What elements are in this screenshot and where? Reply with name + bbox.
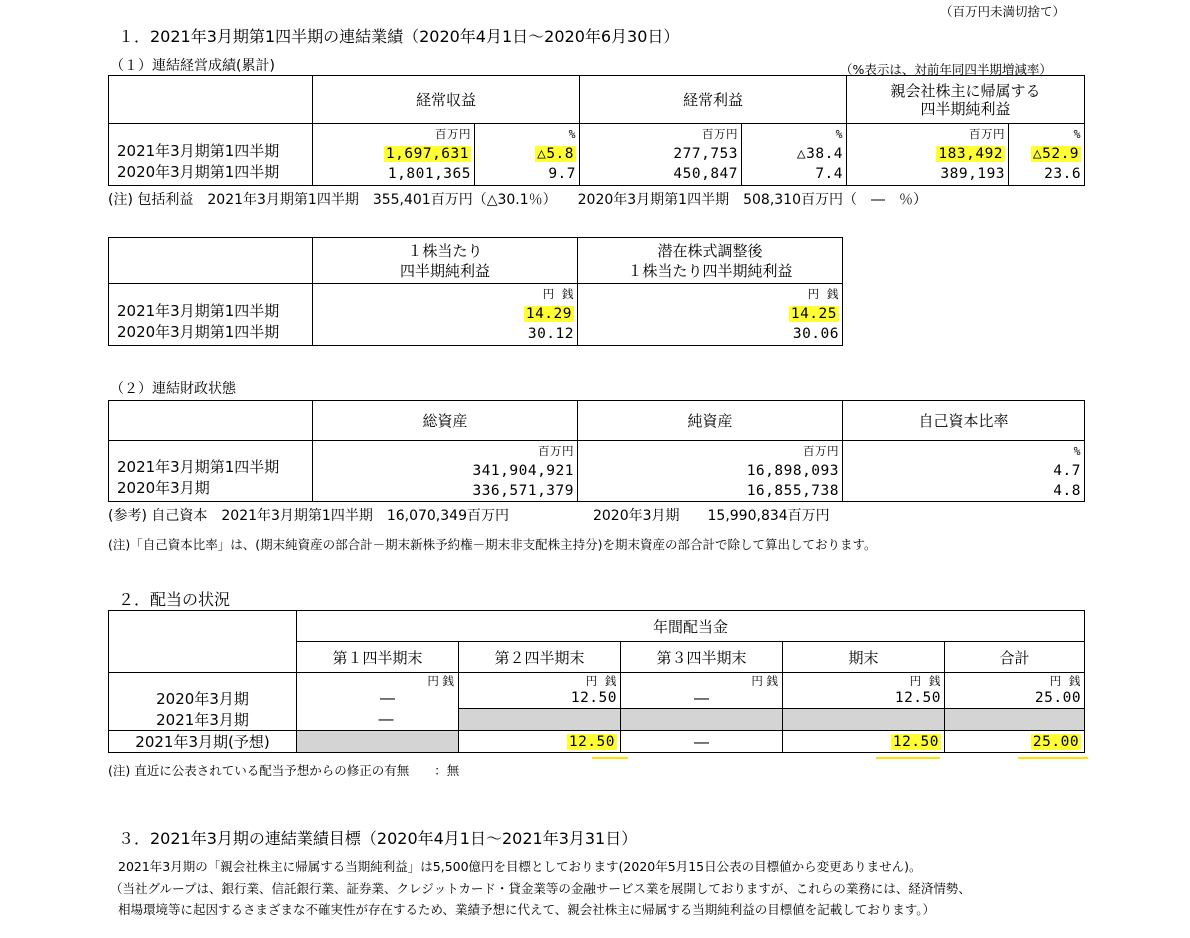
- row-labels: [109, 124, 313, 186]
- ordinary-2021q1: 277,753: [673, 146, 739, 162]
- eps-2020q1: 30.12: [527, 326, 574, 342]
- header-revenue: 経常収益: [313, 76, 580, 124]
- equity-ratio-2021q1: 4.7: [1053, 463, 1081, 479]
- header-equity-ratio: 自己資本比率: [843, 401, 1085, 441]
- header-net-income: [847, 76, 1085, 124]
- ordinary-cells: [580, 124, 742, 186]
- unit-yen-sen: 円 銭: [585, 674, 617, 688]
- diluted-eps-header: [578, 238, 843, 284]
- diluted-eps-cells: [578, 284, 843, 346]
- unit-pct: %: [1073, 444, 1081, 458]
- div-header-blank-2: [109, 642, 297, 673]
- div-forecast-q1: [297, 731, 459, 753]
- total-assets-cells: [313, 441, 578, 502]
- div-2020-total-cell: [945, 673, 1085, 709]
- unit-pct: %: [1073, 127, 1082, 141]
- div-forecast-fy: 12.50: [892, 733, 939, 750]
- section1-title: １．2021年3月期第1四半期の連結業績（2020年4月1日～2020年6月30日）: [118, 27, 680, 46]
- unit-mil: 百万円: [435, 127, 471, 141]
- revenue-pct-cells: [475, 124, 580, 186]
- ordinary-pct-cells: [742, 124, 847, 186]
- div-2020-q1-cell: [297, 673, 459, 709]
- fin-row-labels: [109, 441, 313, 502]
- dividend-note: (注) 直近に公表されている配当予想からの修正の有無 ：無: [108, 763, 460, 778]
- subsection2-title: （２）連結財政状態: [110, 381, 236, 397]
- header-blank: [109, 76, 313, 124]
- diluted-eps-header-line1: 潜在株式調整後: [657, 241, 763, 260]
- unit-mil: 百万円: [803, 444, 839, 458]
- revenue-cells: [313, 124, 475, 186]
- eps-table: [108, 237, 843, 346]
- revenue-pct-2021q1: △5.8: [537, 146, 575, 162]
- header-q3-end: 第３四半期末: [621, 642, 783, 673]
- ordinary-pct-2021q1: △38.4: [796, 146, 844, 162]
- header-fy-end: 期末: [783, 642, 945, 673]
- div-forecast-q3: ―: [621, 731, 783, 753]
- section3-title: ３．2021年3月期の連結業績目標（2020年4月1日～2021年3月31日）: [118, 829, 638, 848]
- net-2021q1: 183,492: [938, 146, 1004, 162]
- highlight-underline: [1018, 757, 1088, 759]
- dividend-table: [108, 610, 1085, 753]
- net-pct-2021q1: △52.9: [1032, 146, 1080, 162]
- div-2020-q3-cell: [621, 673, 783, 709]
- net-pct-cells: [1009, 124, 1085, 186]
- target-line2: （当社グループは、銀行業、信託銀行業、証券業、クレジットカード・貸金業等の金融サービス業を展開しておりますが、これらの業務には、経済情勢、: [110, 881, 971, 896]
- row-label-2021q1: 2021年3月期第1四半期: [117, 142, 280, 160]
- unit-pct: %: [835, 127, 844, 141]
- div-2021-q3: [621, 709, 783, 731]
- eps-2021q1: 14.29: [525, 306, 572, 322]
- ordinary-2020q1: 450,847: [673, 166, 739, 182]
- unit-yen-sen: 円 銭: [807, 287, 839, 301]
- equity-ratio-2020: 4.8: [1053, 483, 1081, 499]
- performance-table: [108, 75, 1085, 186]
- div-2020-fy-cell: [783, 673, 945, 709]
- header-net-assets: 純資産: [578, 401, 843, 441]
- total-assets-2020: 336,571,379: [472, 483, 574, 499]
- header-ordinary-profit: 経常利益: [580, 76, 847, 124]
- comprehensive-income-note: (注) 包括利益 2021年3月期第1四半期 355,401百万円（△30.1％） 2020年3月期第1四半期 508,310百万円（ ― ％）: [108, 192, 927, 208]
- net-cells: [847, 124, 1009, 186]
- revenue-pct-2020q1: 9.7: [548, 166, 577, 182]
- subsection1-title: （１）連結経営成績(累計): [110, 58, 275, 74]
- header-net-income-line1: 親会社株主に帰属する: [890, 81, 1041, 100]
- div-2020-total: 25.00: [1034, 690, 1082, 706]
- total-assets-2021q1: 341,904,921: [472, 463, 574, 479]
- eps-header: [313, 238, 578, 284]
- revenue-2020q1: 1,801,365: [387, 166, 471, 182]
- eps-header-line2: 四半期純利益: [399, 261, 490, 280]
- div-2020-q2: 12.50: [570, 690, 617, 706]
- highlight-underline: [592, 757, 628, 759]
- target-line1: 2021年3月期の「親会社株主に帰属する当期純利益」は5,500億円を目標としております(2020年5月15日公表の目標値から変更ありません)。: [118, 859, 922, 874]
- eps-header-blank: [109, 238, 313, 284]
- net-assets-2021q1: 16,898,093: [746, 463, 839, 479]
- unit-pct: %: [568, 127, 577, 141]
- highlight-underline: [876, 757, 940, 759]
- net-assets-cells: [578, 441, 843, 502]
- div-2020-q3: ―: [694, 689, 709, 707]
- div-forecast-total: 25.00: [1032, 733, 1080, 750]
- div-row-label-2021: 2021年3月期: [109, 709, 297, 731]
- div-row-label-2021-forecast: 2021年3月期(予想): [109, 731, 297, 753]
- div-2021-q2: [459, 709, 621, 731]
- row-label-2020q1: 2020年3月期第1四半期: [117, 163, 280, 181]
- header-q2-end: 第２四半期末: [459, 642, 621, 673]
- unit-yen-sen: 円 銭: [427, 674, 454, 688]
- eps-row-label-2020q1: 2020年3月期第1四半期: [117, 323, 280, 341]
- revenue-2021q1: 1,697,631: [385, 146, 469, 162]
- div-row-label-2020: 2020年3月期: [109, 673, 297, 709]
- unit-yen-sen: 円 銭: [751, 674, 778, 688]
- unit-mil: 百万円: [702, 127, 739, 141]
- net-2020q1: 389,193: [940, 166, 1006, 182]
- div-2021-q1: ―: [297, 709, 459, 731]
- financial-position-table: [108, 400, 1085, 502]
- fin-row-label-2021q1: 2021年3月期第1四半期: [117, 458, 280, 476]
- equity-ratio-cells: [843, 441, 1085, 502]
- section2-title: ２．配当の状況: [118, 590, 231, 609]
- diluted-eps-2021q1: 14.25: [790, 306, 837, 322]
- header-net-income-line2: 四半期純利益: [920, 99, 1011, 118]
- unit-mil: 百万円: [538, 444, 574, 458]
- fin-header-blank: [109, 401, 313, 441]
- fin-row-label-2020: 2020年3月期: [117, 479, 210, 497]
- div-2020-fy: 12.50: [894, 690, 941, 706]
- div-2020-q2-cell: [459, 673, 621, 709]
- net-assets-2020: 16,855,738: [746, 483, 839, 499]
- div-forecast-q2: 12.50: [568, 733, 615, 750]
- equity-ratio-note: (注)「自己資本比率」は、(期末純資産の部合計－期末新株予約権－期末非支配株主持分)を期末資産の部合計で除して算出しております。: [108, 537, 877, 552]
- unit-note: （百万円未満切捨て）: [940, 4, 1066, 19]
- div-header-blank: [109, 611, 297, 642]
- diluted-eps-2020q1: 30.06: [792, 326, 839, 342]
- unit-yen-sen: 円 銭: [909, 674, 941, 688]
- div-2021-fy: [783, 709, 945, 731]
- div-2021-total: [945, 709, 1085, 731]
- header-total: 合計: [945, 642, 1085, 673]
- eps-cells: [313, 284, 578, 346]
- unit-yen-sen: 円 銭: [1049, 674, 1082, 688]
- diluted-eps-header-line2: １株当たり四半期純利益: [627, 261, 793, 280]
- pct-note: （%表示は、対前年同四半期増減率）: [840, 62, 1052, 77]
- annual-dividend-header: 年間配当金: [297, 611, 1085, 642]
- eps-header-line1: １株当たり: [407, 241, 483, 260]
- net-pct-2020q1: 23.6: [1044, 166, 1082, 182]
- div-2020-q1: ―: [380, 689, 395, 707]
- header-q1-end: 第１四半期末: [297, 642, 459, 673]
- eps-row-labels: [109, 284, 313, 346]
- equity-note: (参考) 自己資本 2021年3月期第1四半期 16,070,349百万円 2020年3月期 15,990,834百万円: [108, 508, 830, 524]
- target-line3: 相場環境等に起因するさまざまな不確実性が存在するため、業績予想に代えて、親会社株主に帰属する当期純利益の目標値を記載しております。）: [118, 902, 936, 917]
- unit-yen-sen: 円 銭: [542, 287, 574, 301]
- eps-row-label-2021q1: 2021年3月期第1四半期: [117, 302, 280, 320]
- header-total-assets: 総資産: [313, 401, 578, 441]
- unit-mil: 百万円: [969, 127, 1006, 141]
- ordinary-pct-2020q1: 7.4: [815, 166, 844, 182]
